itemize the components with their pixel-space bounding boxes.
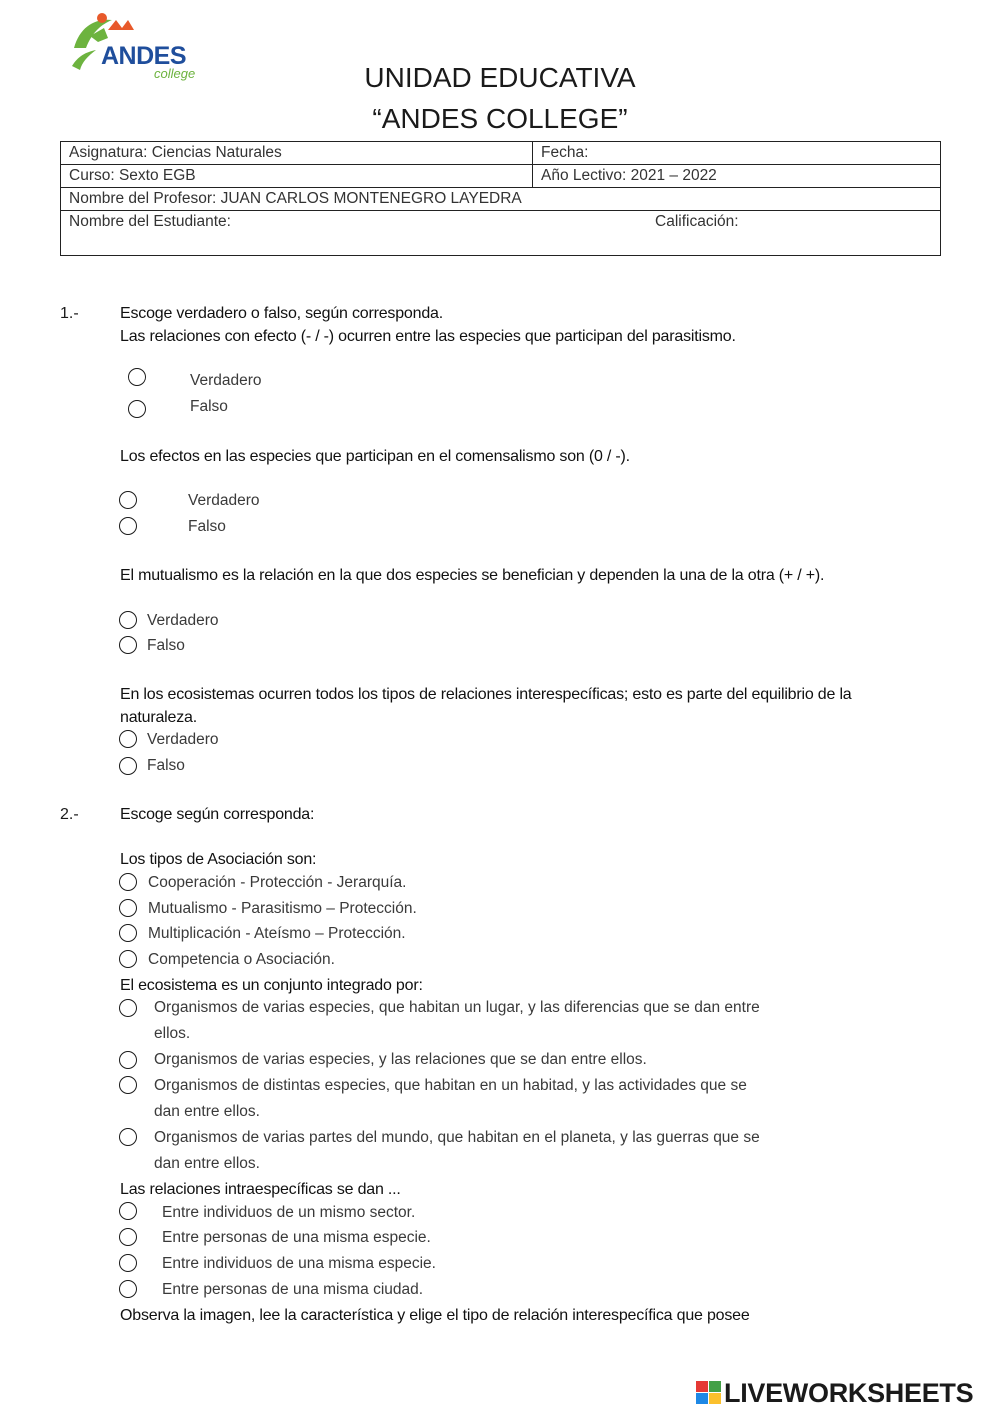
q2-item-1-option-2-radio[interactable]	[119, 899, 137, 917]
q2-item-3-option-4-radio[interactable]	[119, 1280, 137, 1298]
liveworksheets-logo-icon	[696, 1381, 722, 1405]
q2-item-1-option-4-label: Competencia o Asociación.	[148, 951, 335, 968]
course-cell: Curso: Sexto EGB	[61, 165, 533, 188]
q2-item-3-option-1-radio[interactable]	[119, 1202, 137, 1220]
q2-item-3-option-2-label: Entre personas de una misma especie.	[162, 1229, 431, 1246]
q1-item-4-verdadero-label: Verdadero	[147, 731, 219, 748]
logo-wordmark: ANDES	[101, 42, 187, 70]
q1-item-2-verdadero-label: Verdadero	[188, 492, 260, 509]
q2-item-2-option-4-line-2: dan entre ellos.	[154, 1155, 260, 1172]
question-2-number: 2.-	[60, 806, 79, 823]
q1-item-3-falso-label: Falso	[147, 637, 185, 654]
q1-item-4-verdadero-radio[interactable]	[119, 730, 137, 748]
liveworksheets-wordmark: LIVEWORKSHEETS	[724, 1378, 974, 1408]
q2-item-3-option-1-label: Entre individuos de un mismo sector.	[162, 1204, 416, 1221]
q2-item-2-statement: El ecosistema es un conjunto integrado por:	[120, 977, 423, 994]
q1-item-4-falso-radio[interactable]	[119, 757, 137, 775]
q2-item-1-option-3-radio[interactable]	[119, 924, 137, 942]
q1-item-2-statement: Los efectos en las especies que participan en el comensalismo son (0 / -).	[120, 448, 630, 465]
q2-item-1-option-4-radio[interactable]	[119, 950, 137, 968]
q1-item-4-falso-label: Falso	[147, 757, 185, 774]
q2-item-3-statement: Las relaciones intraespecíficas se dan ...	[120, 1181, 401, 1198]
q1-item-2-falso-radio[interactable]	[119, 517, 137, 535]
student-info-table	[60, 141, 941, 256]
q1-item-3-statement: El mutualismo es la relación en la que dos especies se benefician y dependen la una de la otra (+ / +).	[120, 567, 825, 584]
q2-item-3-option-4-label: Entre personas de una misma ciudad.	[162, 1281, 424, 1298]
q2-item-2-option-2-radio[interactable]	[119, 1051, 137, 1069]
teacher-name-cell: Nombre del Profesor: JUAN CARLOS MONTENEGRO LAYEDRA	[61, 188, 941, 211]
q2-item-1-option-1-label: Cooperación - Protección - Jerarquía.	[148, 874, 407, 891]
q1-item-1-verdadero-radio[interactable]	[128, 368, 146, 386]
q1-item-1-falso-label: Falso	[190, 398, 228, 415]
q2-item-2-option-4-line-1: Organismos de varias partes del mundo, que habitan en el planeta, y las guerras que se	[154, 1129, 760, 1146]
q2-item-4-statement: Observa la imagen, lee la característica y elige el tipo de relación interespecífica que posee	[120, 1307, 750, 1324]
student-name-cell[interactable]	[61, 211, 941, 256]
question-1-instruction: Escoge verdadero o falso, según corresponda.	[120, 305, 443, 322]
q2-item-2-option-4-radio[interactable]	[119, 1128, 137, 1146]
q2-item-2-option-1-line-2: ellos.	[154, 1025, 191, 1042]
logo-subtitle: college	[154, 66, 196, 81]
student-name-label: Nombre del Estudiante:	[69, 213, 231, 230]
q2-item-2-option-1-radio[interactable]	[119, 999, 137, 1017]
q2-item-2-option-3-radio[interactable]	[119, 1076, 137, 1094]
title-line-1: UNIDAD EDUCATIVA	[364, 62, 636, 93]
q2-item-2-option-3-line-1: Organismos de distintas especies, que habitan en un habitad, y las actividades que se	[154, 1077, 747, 1094]
q1-item-4-statement-line-2: naturaleza.	[120, 709, 197, 726]
school-year-cell: Año Lectivo: 2021 – 2022	[533, 165, 941, 188]
q2-item-3-option-3-label: Entre individuos de una misma especie.	[162, 1255, 436, 1272]
q1-item-3-verdadero-label: Verdadero	[147, 612, 219, 629]
q2-item-3-option-2-radio[interactable]	[119, 1228, 137, 1246]
q2-item-1-option-3-label: Multiplicación - Ateísmo – Protección.	[148, 925, 406, 942]
title-line-2: “ANDES COLLEGE”	[372, 103, 628, 134]
q1-item-1-falso-radio[interactable]	[128, 400, 146, 418]
grade-label: Calificación:	[655, 213, 739, 230]
q2-item-2-option-2-line-1: Organismos de varias especies, y las relaciones que se dan entre ellos.	[154, 1051, 647, 1068]
question-2-instruction: Escoge según corresponda:	[120, 806, 315, 823]
date-cell[interactable]: Fecha:	[533, 142, 941, 165]
q1-item-2-verdadero-radio[interactable]	[119, 491, 137, 509]
q2-item-1-statement: Los tipos de Asociación son:	[120, 851, 317, 868]
subject-cell: Asignatura: Ciencias Naturales	[61, 142, 533, 165]
question-1-number: 1.-	[60, 305, 79, 322]
q1-item-4-statement-line-1: En los ecosistemas ocurren todos los tipos de relaciones interespecíficas; esto es parte del equilibrio de la	[120, 686, 852, 703]
q2-item-1-option-1-radio[interactable]	[119, 873, 137, 891]
q1-item-3-falso-radio[interactable]	[119, 636, 137, 654]
q1-item-2-falso-label: Falso	[188, 518, 226, 535]
q1-item-1-verdadero-label: Verdadero	[190, 372, 262, 389]
q1-item-1-statement: Las relaciones con efecto (- / -) ocurren entre las especies que participan del parasitismo.	[120, 328, 736, 345]
q2-item-3-option-3-radio[interactable]	[119, 1254, 137, 1272]
q2-item-1-option-2-label: Mutualismo - Parasitismo – Protección.	[148, 900, 417, 917]
q2-item-2-option-3-line-2: dan entre ellos.	[154, 1103, 260, 1120]
q1-item-3-verdadero-radio[interactable]	[119, 611, 137, 629]
q2-item-2-option-1-line-1: Organismos de varias especies, que habitan un lugar, y las diferencias que se dan entre	[154, 999, 760, 1016]
